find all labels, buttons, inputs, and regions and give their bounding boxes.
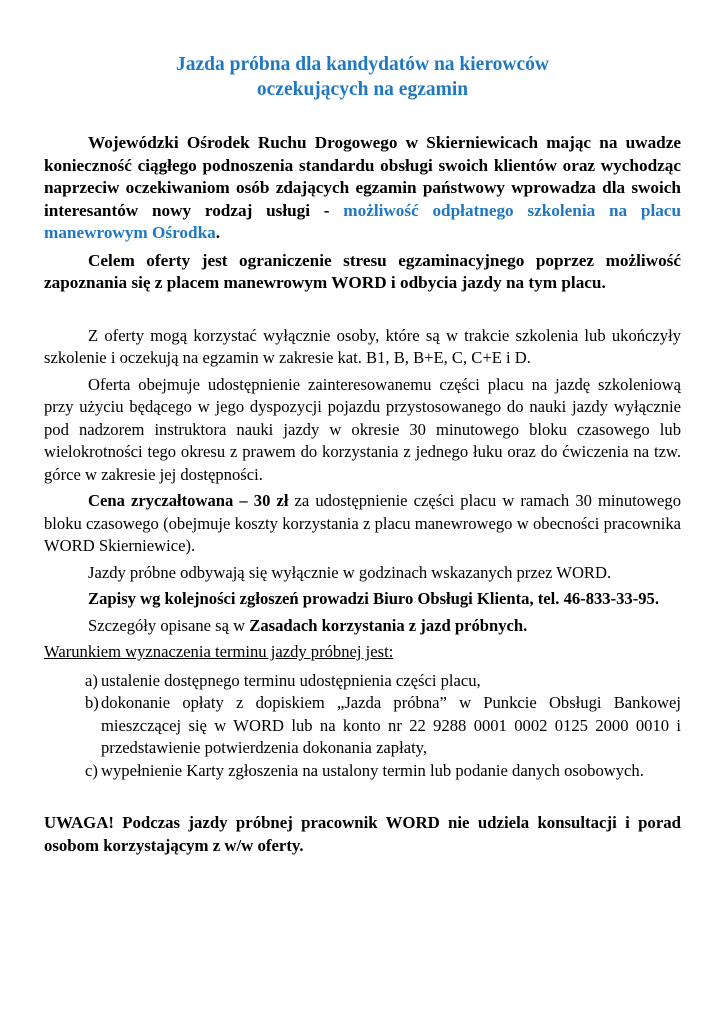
price-paragraph — [44, 490, 681, 558]
list-item — [44, 670, 681, 693]
goal-paragraph: Celem oferty jest ograniczenie stresu egzaminacyjnego poprzez możliwość zapoznania się z placem manewrowym WORD i odbycia jazdy na tym placu. — [44, 250, 681, 292]
list-marker: c) — [85, 760, 98, 780]
intro-end: . — [215, 223, 221, 242]
list-item-text: ustalenie dostępnego terminu udostępnienia części placu, — [101, 670, 481, 690]
details-paragraph — [44, 615, 681, 638]
intro-text: Wojewódzki Ośrodek Ruchu Drogowego w Skierniewicach mając na uwadze konieczność ciągłego podnoszenia standardu obsługi swoich klientów oraz wychodząc naprzeciw oczekiwaniom osób zdających egzamin państwowy wprowadza dla swoich interesantów nowy rodzaj usługi - — [44, 133, 681, 220]
registration-paragraph: Zapisy wg kolejności zgłoszeń prowadzi Biuro Obsługi Klienta, tel. 46-833-33-95. — [88, 589, 659, 608]
list-item — [44, 760, 681, 783]
list-item — [44, 692, 681, 760]
list-item-text: dokonanie opłaty z dopiskiem „Jazda próbna” w Punkcie Obsługi Bankowej mieszczącej się w WORD lub na konto nr 22 9288 0001 0002 0125 2000 0010 i przedstawienie potwierdzenia dokonania zapłaty, — [101, 693, 681, 757]
warning-note: UWAGA! Podczas jazdy próbnej pracownik WORD nie udziela konsultacji i porad osobom korzystającym z w/w oferty. — [44, 813, 681, 855]
details-text: Szczegóły opisane są w — [88, 615, 250, 635]
conditions-heading: Warunkiem wyznaczenia terminu jazdy próbnej jest: — [44, 642, 394, 661]
intro-highlight: możliwość odpłatnego szkolenia na placu manewrowym Ośrodka — [44, 200, 681, 242]
hours-paragraph: Jazdy próbne odbywają się wyłącznie w godzinach wskazanych przez WORD. — [88, 562, 612, 582]
list-marker: a) — [85, 670, 98, 690]
document-page — [44, 52, 681, 874]
eligibility-paragraph: Z oferty mogą korzystać wyłącznie osoby, które są w trakcie szkolenia lub ukończyły szkolenie i oczekują na egzamin w zakresie kat. B1, B, B+E, C, C+E i D. — [44, 325, 681, 367]
list-item-text: wypełnienie Karty zgłoszenia na ustalony termin lub podanie danych osobowych. — [101, 760, 644, 780]
title-line-2: oczekujących na egzamin — [256, 79, 469, 100]
price-label: Cena zryczałtowana – 30 zł — [88, 491, 289, 510]
title-line-1: Jazda próbna dla kandydatów na kierowców — [176, 54, 549, 75]
price-details: za udostępnienie części placu w ramach 30 minutowego bloku czasowego (obejmuje koszty korzystania z placu manewrowego w obecności pracownika WORD Skierniewice). — [44, 491, 681, 555]
offer-paragraph: Oferta obejmuje udostępnienie zainteresowanemu części placu na jazdę szkoleniową przy użyciu będącego w jego dyspozycji pojazdu przystosowanego do nauki jazdy wyłącznie pod nadzorem instruktora nauki jazdy w okresie 30 minutowego bloku czasowego lub wielokrotności tego okresu z prawem do korzystania z jednego łuku oraz do ćwiczenia na tzw. górce w zakresie jej dostępności. — [44, 374, 681, 484]
list-marker: b) — [85, 693, 99, 712]
conditions-list — [44, 670, 681, 783]
page-title — [44, 52, 681, 102]
intro-paragraph — [44, 132, 681, 245]
details-rules: Zasadach korzystania z jazd próbnych. — [249, 615, 528, 635]
